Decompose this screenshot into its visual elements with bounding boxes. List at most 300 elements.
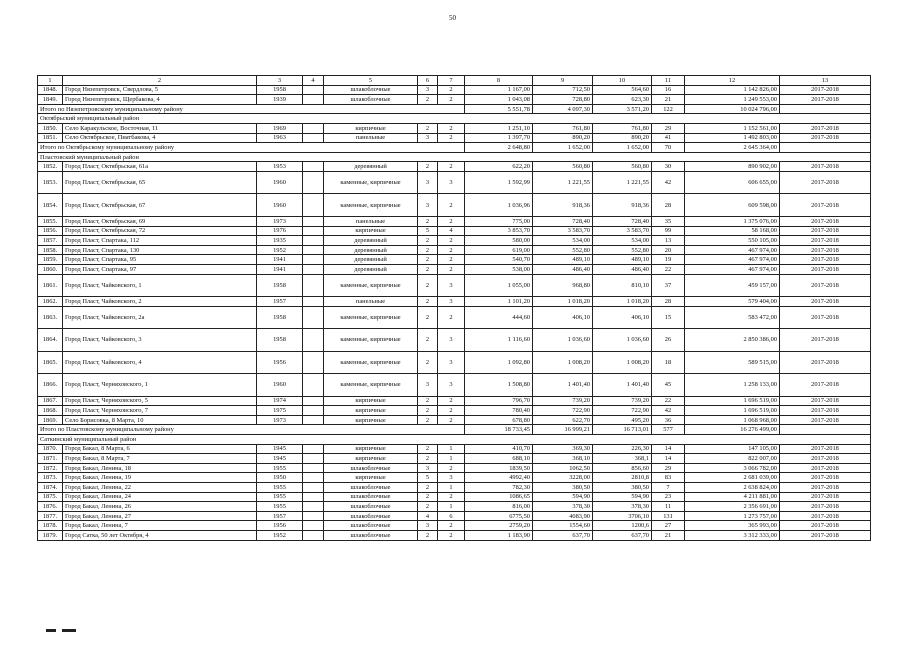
repair-cost-cell: 467 974,00 <box>685 245 780 255</box>
floors-cell: 3 <box>418 521 438 531</box>
floors-cell: 2 <box>418 396 438 406</box>
district-total-row <box>38 143 871 153</box>
col4-cell <box>303 194 324 217</box>
col4-cell <box>303 396 324 406</box>
floors-cell: 2 <box>418 329 438 352</box>
row-number: 1861. <box>38 274 63 297</box>
table-row <box>38 374 871 397</box>
floors-cell: 2 <box>418 482 438 492</box>
district-header: Саткинский муниципальный район <box>38 434 871 444</box>
floors-cell: 2 <box>418 406 438 416</box>
row-number: 1868. <box>38 406 63 416</box>
period-cell: 2017-2018 <box>780 245 871 255</box>
row-number: 1853. <box>38 171 63 194</box>
premises-area-cell: 406,10 <box>533 306 593 329</box>
total-area-sum: 18 733,45 <box>465 425 533 435</box>
entrances-cell: 2 <box>438 95 465 105</box>
period-cell: 2017-2018 <box>780 415 871 425</box>
col4-cell <box>303 415 324 425</box>
row-number: 1860. <box>38 264 63 274</box>
residents-cell: 22 <box>652 396 685 406</box>
residential-area-cell: 728,40 <box>593 216 652 226</box>
residential-area-cell: 226,30 <box>593 444 652 454</box>
address-cell: Город Бакал, Ленина, 26 <box>63 502 257 512</box>
wall-material-cell: каменные, кирпичные <box>324 374 418 397</box>
row-number: 1865. <box>38 351 63 374</box>
col4-cell <box>303 95 324 105</box>
table-body <box>38 76 871 541</box>
table-row <box>38 226 871 236</box>
total-area-cell: 580,00 <box>465 236 533 246</box>
residential-area-cell: 552,80 <box>593 245 652 255</box>
entrances-cell: 2 <box>438 492 465 502</box>
premises-area-cell: 369,30 <box>533 444 593 454</box>
col4-cell <box>303 162 324 172</box>
period-cell: 2017-2018 <box>780 511 871 521</box>
entrances-cell: 2 <box>438 406 465 416</box>
repair-cost-cell: 1 492 803,00 <box>685 133 780 143</box>
entrances-cell: 3 <box>438 274 465 297</box>
year-cell: 1958 <box>257 85 303 95</box>
wall-material-cell: деревянный <box>324 236 418 246</box>
table-row <box>38 463 871 473</box>
wall-material-cell: деревянный <box>324 245 418 255</box>
repair-cost-cell: 1 696 519,00 <box>685 406 780 416</box>
year-cell: 1941 <box>257 255 303 265</box>
entrances-cell: 3 <box>438 171 465 194</box>
table-row <box>38 85 871 95</box>
residents-cell: 28 <box>652 297 685 307</box>
year-cell: 1957 <box>257 511 303 521</box>
residents-cell: 36 <box>652 415 685 425</box>
premises-area-cell: 968,80 <box>533 274 593 297</box>
period-cell: 2017-2018 <box>780 216 871 226</box>
total-area-cell: 816,00 <box>465 502 533 512</box>
wall-material-cell: панельные <box>324 297 418 307</box>
row-number: 1874. <box>38 482 63 492</box>
wall-material-cell: панельные <box>324 216 418 226</box>
wall-material-cell: шлакоблочные <box>324 85 418 95</box>
repair-cost-cell: 467 974,00 <box>685 264 780 274</box>
total-area-cell: 1 055,00 <box>465 274 533 297</box>
period-cell: 2017-2018 <box>780 255 871 265</box>
residents-cell: 18 <box>652 351 685 374</box>
residents-cell: 27 <box>652 521 685 531</box>
wall-material-cell: шлакоблочные <box>324 521 418 531</box>
year-cell: 1953 <box>257 162 303 172</box>
address-cell: Город Бакал, Ленина, 7 <box>63 521 257 531</box>
row-number: 1855. <box>38 216 63 226</box>
residents-cell: 29 <box>652 463 685 473</box>
row-number: 1875. <box>38 492 63 502</box>
period-cell: 2017-2018 <box>780 95 871 105</box>
total-area-cell: 780,40 <box>465 406 533 416</box>
year-cell: 1955 <box>257 492 303 502</box>
address-cell: Город Сатка, 50 лет Октября, 4 <box>63 530 257 540</box>
table-row <box>38 492 871 502</box>
total-label: Итого по Пластовскому муниципальному району <box>38 425 465 435</box>
floors-cell: 2 <box>418 297 438 307</box>
premises-area-cell: 728,40 <box>533 216 593 226</box>
total-area-cell: 4992,40 <box>465 473 533 483</box>
residents-cell: 16 <box>652 85 685 95</box>
residents-cell: 20 <box>652 245 685 255</box>
floors-cell: 3 <box>418 133 438 143</box>
entrances-cell: 2 <box>438 264 465 274</box>
premises-area-cell: 722,90 <box>533 406 593 416</box>
total-area-cell: 1 092,80 <box>465 351 533 374</box>
year-cell: 1939 <box>257 95 303 105</box>
col4-cell <box>303 297 324 307</box>
floors-cell: 2 <box>418 245 438 255</box>
year-cell: 1955 <box>257 502 303 512</box>
floors-cell: 2 <box>418 454 438 464</box>
residents-cell: 21 <box>652 530 685 540</box>
entrances-cell: 3 <box>438 297 465 307</box>
period-cell: 2017-2018 <box>780 502 871 512</box>
repair-cost-cell: 1 375 076,00 <box>685 216 780 226</box>
entrances-cell: 2 <box>438 85 465 95</box>
column-number-header: 1 <box>38 76 63 86</box>
repair-cost-cell: 1 258 133,00 <box>685 374 780 397</box>
wall-material-cell: деревянный <box>324 162 418 172</box>
total-area-cell: 1 592,99 <box>465 171 533 194</box>
floors-cell: 2 <box>418 264 438 274</box>
row-number: 1852. <box>38 162 63 172</box>
address-cell: Город Пласт, Чайковского, 1 <box>63 274 257 297</box>
column-number-header: 13 <box>780 76 871 86</box>
period-cell: 2017-2018 <box>780 463 871 473</box>
entrances-cell: 2 <box>438 123 465 133</box>
premises-area-cell: 1554,60 <box>533 521 593 531</box>
table-row <box>38 95 871 105</box>
district-total-row <box>38 104 871 114</box>
premises-area-cell: 1 221,55 <box>533 171 593 194</box>
row-number: 1871. <box>38 454 63 464</box>
entrances-cell: 2 <box>438 521 465 531</box>
row-number: 1863. <box>38 306 63 329</box>
repair-cost-cell: 2 356 691,00 <box>685 502 780 512</box>
residents-cell: 21 <box>652 95 685 105</box>
table-row <box>38 216 871 226</box>
residential-area-cell: 1 018,20 <box>593 297 652 307</box>
floors-cell: 3 <box>418 374 438 397</box>
row-number: 1859. <box>38 255 63 265</box>
residents-cell: 42 <box>652 406 685 416</box>
period-empty <box>780 104 871 114</box>
address-cell: Город Бакал, 8 Марта, 7 <box>63 454 257 464</box>
wall-material-cell: каменные, кирпичные <box>324 329 418 352</box>
total-area-cell: 6775,50 <box>465 511 533 521</box>
col4-cell <box>303 502 324 512</box>
repair-cost-cell: 365 993,00 <box>685 521 780 531</box>
residential-area-cell: 594,90 <box>593 492 652 502</box>
col4-cell <box>303 226 324 236</box>
repair-cost-cell: 583 472,00 <box>685 306 780 329</box>
total-area-cell: 1 101,20 <box>465 297 533 307</box>
row-number: 1877. <box>38 511 63 521</box>
table-row <box>38 194 871 217</box>
column-number-header: 3 <box>257 76 303 86</box>
period-cell: 2017-2018 <box>780 521 871 531</box>
total-area-cell: 1 251,10 <box>465 123 533 133</box>
repair-cost-sum: 10 024 796,00 <box>685 104 780 114</box>
premises-area-cell: 918,36 <box>533 194 593 217</box>
year-cell: 1955 <box>257 482 303 492</box>
residential-area-cell: 489,10 <box>593 255 652 265</box>
residential-area-cell: 564,60 <box>593 85 652 95</box>
residential-area-cell: 739,20 <box>593 396 652 406</box>
repair-cost-cell: 822 007,00 <box>685 454 780 464</box>
row-number: 1870. <box>38 444 63 454</box>
residents-cell: 14 <box>652 444 685 454</box>
repair-cost-sum: 16 276 499,00 <box>685 425 780 435</box>
residents-cell: 28 <box>652 194 685 217</box>
total-area-cell: 2759,20 <box>465 521 533 531</box>
residents-cell: 23 <box>652 492 685 502</box>
wall-material-cell: шлакоблочные <box>324 463 418 473</box>
entrances-cell: 6 <box>438 511 465 521</box>
residents-cell: 35 <box>652 216 685 226</box>
residents-sum: 70 <box>652 143 685 153</box>
total-area-sum: 2 648,80 <box>465 143 533 153</box>
address-cell: Город Пласт, Октябрьская, 67 <box>63 194 257 217</box>
col4-cell <box>303 444 324 454</box>
total-area-cell: 1 397,70 <box>465 133 533 143</box>
column-number-header: 7 <box>438 76 465 86</box>
year-cell: 1945 <box>257 454 303 464</box>
wall-material-cell: кирпичные <box>324 473 418 483</box>
entrances-cell: 1 <box>438 444 465 454</box>
year-cell: 1958 <box>257 306 303 329</box>
table-row <box>38 297 871 307</box>
repair-cost-cell: 589 515,00 <box>685 351 780 374</box>
row-number: 1856. <box>38 226 63 236</box>
residential-area-sum: 16 713,01 <box>593 425 652 435</box>
residential-area-cell: 856,60 <box>593 463 652 473</box>
period-cell: 2017-2018 <box>780 123 871 133</box>
address-cell: Город Пласт, Черняховского, 7 <box>63 406 257 416</box>
period-cell: 2017-2018 <box>780 454 871 464</box>
repair-cost-cell: 1 152 561,00 <box>685 123 780 133</box>
floors-cell: 2 <box>418 530 438 540</box>
residents-cell: 37 <box>652 274 685 297</box>
column-number-row <box>38 76 871 86</box>
entrances-cell: 2 <box>438 415 465 425</box>
period-cell: 2017-2018 <box>780 306 871 329</box>
wall-material-cell: панельные <box>324 133 418 143</box>
repair-cost-cell: 2 638 824,00 <box>685 482 780 492</box>
repair-cost-cell: 2 681 039,00 <box>685 473 780 483</box>
period-cell: 2017-2018 <box>780 297 871 307</box>
table-row <box>38 123 871 133</box>
row-number: 1851. <box>38 133 63 143</box>
col4-cell <box>303 306 324 329</box>
premises-area-sum: 1 652,00 <box>533 143 593 153</box>
residential-area-cell: 918,36 <box>593 194 652 217</box>
address-cell: Город Пласт, Октябрьская, 72 <box>63 226 257 236</box>
repair-cost-cell: 1 068 968,00 <box>685 415 780 425</box>
repair-cost-cell: 4 211 881,00 <box>685 492 780 502</box>
table-row <box>38 274 871 297</box>
total-area-cell: 444,60 <box>465 306 533 329</box>
year-cell: 1958 <box>257 329 303 352</box>
residential-area-cell: 1200,6 <box>593 521 652 531</box>
table-row <box>38 521 871 531</box>
col4-cell <box>303 351 324 374</box>
wall-material-cell: кирпичные <box>324 123 418 133</box>
table-row <box>38 444 871 454</box>
col4-cell <box>303 216 324 226</box>
premises-area-cell: 1 036,60 <box>533 329 593 352</box>
year-cell: 1960 <box>257 194 303 217</box>
table-row <box>38 171 871 194</box>
address-cell: Город Бакал, Ленина, 24 <box>63 492 257 502</box>
total-area-cell: 1086,65 <box>465 492 533 502</box>
premises-area-cell: 486,40 <box>533 264 593 274</box>
premises-area-cell: 552,80 <box>533 245 593 255</box>
table-row <box>38 406 871 416</box>
table-row <box>38 255 871 265</box>
floors-cell: 2 <box>418 274 438 297</box>
premises-area-cell: 712,50 <box>533 85 593 95</box>
total-area-cell: 619,00 <box>465 245 533 255</box>
floors-cell: 5 <box>418 226 438 236</box>
year-cell: 1975 <box>257 406 303 416</box>
row-number: 1854. <box>38 194 63 217</box>
period-empty <box>780 143 871 153</box>
row-number: 1878. <box>38 521 63 531</box>
year-cell: 1955 <box>257 463 303 473</box>
row-number: 1867. <box>38 396 63 406</box>
year-cell: 1963 <box>257 133 303 143</box>
entrances-cell: 2 <box>438 396 465 406</box>
year-cell: 1935 <box>257 236 303 246</box>
premises-area-cell: 560,80 <box>533 162 593 172</box>
entrances-cell: 2 <box>438 245 465 255</box>
entrances-cell: 2 <box>438 194 465 217</box>
floors-cell: 3 <box>418 85 438 95</box>
premises-area-cell: 890,20 <box>533 133 593 143</box>
premises-area-cell: 761,80 <box>533 123 593 133</box>
floors-cell: 2 <box>418 255 438 265</box>
wall-material-cell: шлакоблочные <box>324 95 418 105</box>
entrances-cell: 3 <box>438 473 465 483</box>
wall-material-cell: шлакоблочные <box>324 511 418 521</box>
residents-cell: 15 <box>652 306 685 329</box>
repair-cost-cell: 58 168,00 <box>685 226 780 236</box>
residential-area-cell: 810,10 <box>593 274 652 297</box>
year-cell: 1957 <box>257 297 303 307</box>
table-row <box>38 502 871 512</box>
premises-area-cell: 489,10 <box>533 255 593 265</box>
repair-cost-cell: 459 157,00 <box>685 274 780 297</box>
table-row <box>38 511 871 521</box>
total-area-cell: 782,30 <box>465 482 533 492</box>
column-number-header: 4 <box>303 76 324 86</box>
table-row <box>38 264 871 274</box>
row-number: 1879. <box>38 530 63 540</box>
repair-cost-cell: 579 404,00 <box>685 297 780 307</box>
wall-material-cell: кирпичные <box>324 415 418 425</box>
period-cell: 2017-2018 <box>780 473 871 483</box>
premises-area-cell: 622,70 <box>533 415 593 425</box>
premises-area-cell: 1 008,20 <box>533 351 593 374</box>
repair-cost-cell: 1 142 826,00 <box>685 85 780 95</box>
residents-cell: 26 <box>652 329 685 352</box>
floors-cell: 3 <box>418 463 438 473</box>
wall-material-cell: каменные, кирпичные <box>324 171 418 194</box>
residential-area-cell: 406,10 <box>593 306 652 329</box>
floors-cell: 2 <box>418 444 438 454</box>
residential-area-cell: 890,20 <box>593 133 652 143</box>
year-cell: 1950 <box>257 473 303 483</box>
residential-area-sum: 3 571,20 <box>593 104 652 114</box>
total-area-cell: 678,80 <box>465 415 533 425</box>
period-cell: 2017-2018 <box>780 171 871 194</box>
col4-cell <box>303 236 324 246</box>
address-cell: Город Пласт, Спартака, 112 <box>63 236 257 246</box>
table-row <box>38 482 871 492</box>
address-cell: Город Нязепетровск, Щербакова, 4 <box>63 95 257 105</box>
residents-cell: 19 <box>652 255 685 265</box>
col4-cell <box>303 492 324 502</box>
address-cell: Город Пласт, Чайковского, 2а <box>63 306 257 329</box>
residential-area-cell: 534,00 <box>593 236 652 246</box>
residential-area-cell: 637,70 <box>593 530 652 540</box>
year-cell: 1973 <box>257 415 303 425</box>
wall-material-cell: шлакоблочные <box>324 502 418 512</box>
premises-area-cell: 739,20 <box>533 396 593 406</box>
address-cell: Город Бакал, Ленина, 19 <box>63 473 257 483</box>
floors-cell: 2 <box>418 236 438 246</box>
entrances-cell: 1 <box>438 482 465 492</box>
residential-area-cell: 1 401,40 <box>593 374 652 397</box>
district-header-row <box>38 152 871 162</box>
col4-cell <box>303 473 324 483</box>
col4-cell <box>303 521 324 531</box>
address-cell: Город Пласт, Спартака, 130 <box>63 245 257 255</box>
col4-cell <box>303 454 324 464</box>
total-area-cell: 1839,50 <box>465 463 533 473</box>
premises-area-cell: 1 401,40 <box>533 374 593 397</box>
repair-cost-cell: 3 066 782,00 <box>685 463 780 473</box>
column-number-header: 12 <box>685 76 780 86</box>
residents-cell: 131 <box>652 511 685 521</box>
row-number: 1848. <box>38 85 63 95</box>
page-number: 50 <box>449 14 456 22</box>
period-cell: 2017-2018 <box>780 351 871 374</box>
column-number-header: 5 <box>324 76 418 86</box>
repair-cost-cell: 2 850 386,00 <box>685 329 780 352</box>
wall-material-cell: шлакоблочные <box>324 492 418 502</box>
address-cell: Город Пласт, Октябрьская, 69 <box>63 216 257 226</box>
address-cell: Город Пласт, Октябрьская, 65 <box>63 171 257 194</box>
residential-area-cell: 368,1 <box>593 454 652 464</box>
address-cell: Город Пласт, Спартака, 95 <box>63 255 257 265</box>
floors-cell: 4 <box>418 511 438 521</box>
period-empty <box>780 425 871 435</box>
col4-cell <box>303 406 324 416</box>
period-cell: 2017-2018 <box>780 374 871 397</box>
total-area-cell: 775,00 <box>465 216 533 226</box>
floors-cell: 3 <box>418 194 438 217</box>
repair-cost-cell: 1 249 553,00 <box>685 95 780 105</box>
entrances-cell: 2 <box>438 306 465 329</box>
table-row <box>38 530 871 540</box>
row-number: 1849. <box>38 95 63 105</box>
row-number: 1850. <box>38 123 63 133</box>
